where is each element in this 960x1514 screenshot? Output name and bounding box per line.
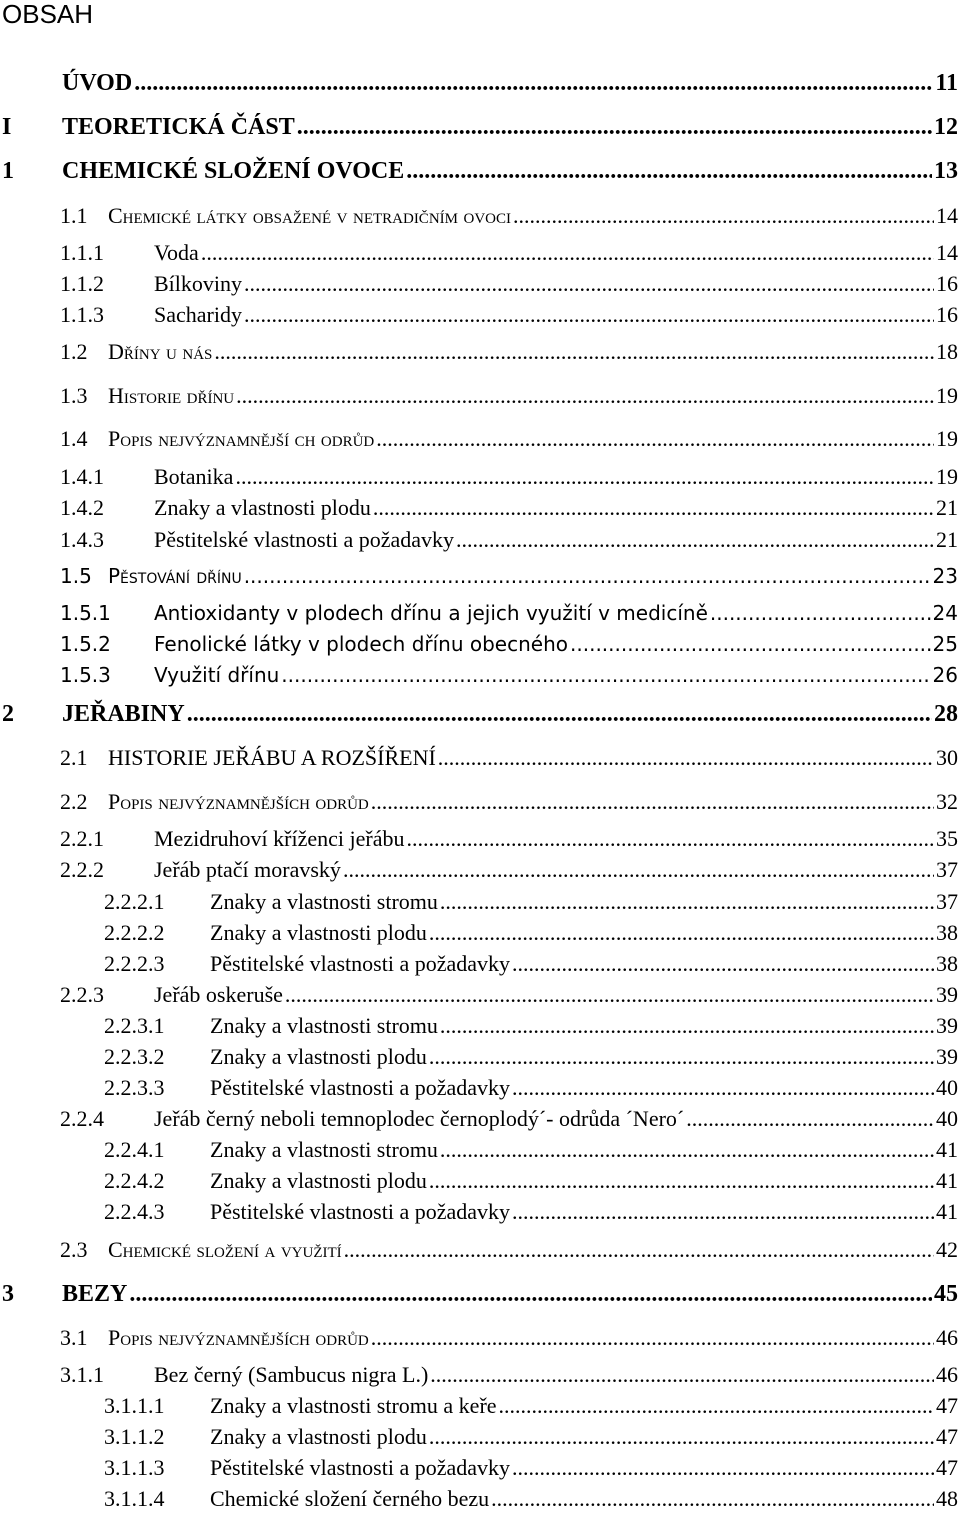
toc-entry-page: 12: [934, 114, 958, 140]
toc-entry-page: 32: [936, 789, 958, 814]
toc-entry-title: Chemické složení a využití: [108, 1237, 342, 1262]
toc-entry-page: 25: [932, 632, 958, 656]
toc-entry[interactable]: [0, 1137, 960, 1165]
toc-entry-number: 2.2.2.3: [104, 951, 165, 976]
toc-entry-number: 1.5.1: [60, 601, 111, 625]
toc-entry[interactable]: [0, 1362, 960, 1390]
toc-entry-page: 24: [932, 601, 958, 625]
toc-entry-page: 48: [936, 1486, 958, 1511]
toc-entry-number: 2.2.4.3: [104, 1199, 165, 1224]
toc-entry-number: 2.2.3: [60, 982, 104, 1007]
toc-entry-title: Popis nejvýznamnějších odrůd: [108, 789, 369, 814]
toc-entry[interactable]: [0, 982, 960, 1010]
toc-entry-number: 3.1.1.1: [104, 1393, 165, 1418]
toc-entry-title: Znaky a vlastnosti plodu: [210, 920, 427, 945]
toc-entry-leader: [430, 1362, 934, 1388]
document-title: OBSAH: [2, 0, 94, 29]
toc-entry[interactable]: [0, 383, 960, 411]
toc-entry[interactable]: [0, 426, 960, 454]
toc-entry-leader: [343, 857, 934, 883]
toc-entry-page: 45: [934, 1281, 958, 1307]
toc-entry-number: 2.3: [60, 1237, 88, 1262]
toc-entry-leader: [440, 889, 934, 915]
toc-entry-number: 1.4.3: [60, 527, 104, 552]
toc-entry-title: Znaky a vlastnosti stromu: [210, 889, 438, 914]
toc-entry[interactable]: [0, 663, 960, 691]
toc-entry-leader: [429, 1424, 934, 1450]
toc-entry-leader: [235, 464, 934, 490]
toc-entry-page: 26: [932, 663, 958, 687]
toc-entry[interactable]: [0, 951, 960, 979]
toc-entry[interactable]: [0, 271, 960, 299]
toc-entry-leader: [281, 663, 930, 687]
toc-entry-page: 16: [936, 271, 958, 296]
toc-entry-title: Znaky a vlastnosti plodu: [210, 1424, 427, 1449]
toc-entry-number: 2.2.4.2: [104, 1168, 165, 1193]
toc-entry-title: Jeřáb ptačí moravský: [154, 857, 341, 882]
toc-entry-title: Popis nejvýznamnější ch odrůd: [108, 426, 375, 451]
toc-entry-title: Mezidruhoví kříženci jeřábu: [154, 826, 405, 851]
toc-entry-number: 1.1.2: [60, 271, 104, 296]
toc-entry-leader: [513, 203, 934, 229]
toc-entry-leader: [406, 158, 932, 185]
toc-entry-leader: [440, 1013, 934, 1039]
toc-entry-number: 1.4: [60, 426, 88, 451]
toc-entry-leader: [214, 339, 934, 365]
toc-entry-title: Antioxidanty v plodech dřínu a jejich využití v medicíně: [154, 601, 708, 625]
toc-entry-title: Fenolické látky v plodech dřínu obecného: [154, 632, 569, 656]
toc-entry-title: Využití dřínu: [154, 663, 280, 687]
toc-entry-title: Botanika: [154, 464, 234, 489]
toc-entry-page: 38: [936, 951, 958, 976]
toc-entry-page: 14: [936, 240, 958, 265]
toc-entry[interactable]: [0, 1455, 960, 1483]
toc-entry[interactable]: [0, 1199, 960, 1227]
toc-entry[interactable]: [0, 632, 960, 660]
toc-entry-number: 2.2.4.1: [104, 1137, 165, 1162]
toc-entry-number: 2.2.3.1: [104, 1013, 165, 1038]
toc-entry-page: 13: [934, 158, 958, 184]
toc-entry-page: 37: [936, 857, 958, 882]
toc-entry-page: 40: [936, 1075, 958, 1100]
toc-entry-title: Jeřáb oskeruše: [154, 982, 283, 1007]
toc-entry[interactable]: [0, 114, 960, 142]
toc-entry[interactable]: [0, 1281, 960, 1309]
toc-entry[interactable]: [0, 495, 960, 523]
toc-entry-page: 11: [935, 70, 958, 96]
toc-entry-page: 42: [936, 1237, 958, 1262]
toc-entry-leader: [429, 1168, 934, 1194]
toc-entry-title: Historie dřínu: [108, 383, 235, 408]
toc-entry-title: Znaky a vlastnosti plodu: [210, 1044, 427, 1069]
toc-entry-title: BEZY: [62, 1281, 128, 1307]
toc-entry-number: 1.4.1: [60, 464, 104, 489]
toc-entry-title: TEORETICKÁ ČÁST: [62, 114, 295, 140]
toc-entry-number: 2.2: [60, 789, 88, 814]
toc-entry-page: 41: [936, 1168, 958, 1193]
toc-entry-leader: [244, 564, 931, 588]
toc-entry-leader: [376, 426, 934, 452]
toc-entry[interactable]: [0, 302, 960, 330]
toc-entry-page: 28: [934, 701, 958, 727]
toc-entry-page: 35: [936, 826, 958, 851]
toc-entry-title: Znaky a vlastnosti plodu: [210, 1168, 427, 1193]
toc-entry-page: 19: [936, 464, 958, 489]
toc-entry-title: Popis nejvýznamnějších odrůd: [108, 1325, 369, 1350]
toc-entry-page: 19: [936, 426, 958, 451]
toc-entry-number: 3.1: [60, 1325, 88, 1350]
toc-entry-number: 3.1.1.4: [104, 1486, 165, 1511]
toc-entry[interactable]: [0, 1044, 960, 1072]
toc-entry-page: 39: [936, 982, 958, 1007]
toc-entry-leader: [129, 1281, 932, 1308]
toc-entry-title: Znaky a vlastnosti stromu: [210, 1137, 438, 1162]
toc-entry-page: 46: [936, 1362, 958, 1387]
toc-entry[interactable]: [0, 564, 960, 592]
toc-entry-leader: [406, 826, 934, 852]
toc-entry[interactable]: [0, 1168, 960, 1196]
toc-entry-leader: [244, 302, 934, 328]
toc-entry-number: 1.1.1: [60, 240, 104, 265]
toc-entry[interactable]: [0, 1106, 960, 1134]
toc-entry-leader: [244, 271, 934, 297]
toc-entry[interactable]: [0, 1075, 960, 1103]
toc-entry[interactable]: [0, 789, 960, 817]
toc-entry-leader: [512, 1199, 934, 1225]
toc-entry[interactable]: [0, 70, 960, 98]
toc-entry-number: 1.5: [60, 564, 92, 588]
toc-entry-number: 1.2: [60, 339, 88, 364]
toc-entry[interactable]: [0, 745, 960, 773]
toc-entry-title: Sacharidy: [154, 302, 242, 327]
toc-entry-page: 21: [936, 527, 958, 552]
toc-entry-title: Znaky a vlastnosti stromu: [210, 1013, 438, 1038]
toc-entry-number: 1: [2, 158, 14, 184]
toc-entry-number: 1.1.3: [60, 302, 104, 327]
toc-entry-leader: [373, 495, 934, 521]
toc-entry-leader: [456, 527, 934, 553]
toc-entry-page: 47: [936, 1455, 958, 1480]
toc-entry-page: 39: [936, 1044, 958, 1069]
toc-entry-number: 2.2.2.2: [104, 920, 165, 945]
toc-entry-number: 2.2.4: [60, 1106, 104, 1131]
toc-entry-page: 40: [936, 1106, 958, 1131]
toc-entry-leader: [187, 701, 932, 728]
toc-entry-leader: [512, 1455, 934, 1481]
toc-entry-title: Pěstitelské vlastnosti a požadavky: [210, 1455, 510, 1480]
toc-entry-title: Znaky a vlastnosti stromu a keře: [210, 1393, 497, 1418]
toc-entry-page: 30: [936, 745, 958, 770]
toc-entry-leader: [512, 951, 934, 977]
toc-entry[interactable]: [0, 1237, 960, 1265]
toc-entry-title: JEŘABINY: [62, 701, 185, 727]
toc-entry[interactable]: [0, 1013, 960, 1041]
toc-entry[interactable]: [0, 158, 960, 186]
toc-entry-number: I: [2, 114, 12, 140]
toc-entry-page: 16: [936, 302, 958, 327]
toc-entry-page: 38: [936, 920, 958, 945]
toc-entry-title: Pěstování dřínu: [108, 564, 242, 588]
toc-entry[interactable]: [0, 527, 960, 555]
toc-entry-page: 21: [936, 495, 958, 520]
toc-entry-leader: [438, 745, 934, 771]
toc-entry-page: 47: [936, 1393, 958, 1418]
toc-entry-title: HISTORIE JEŘÁBU A ROZŠÍŘENÍ: [108, 745, 436, 770]
toc-entry-number: 1.3: [60, 383, 88, 408]
toc-entry[interactable]: [0, 203, 960, 231]
toc-entry-leader: [429, 1044, 934, 1070]
toc-entry-title: Bílkoviny: [154, 271, 243, 296]
toc-entry[interactable]: [0, 826, 960, 854]
toc-entry-number: 3.1.1: [60, 1362, 104, 1387]
toc-entry-number: 1.5.3: [60, 663, 111, 687]
toc-entry[interactable]: [0, 920, 960, 948]
toc-entry-page: 19: [936, 383, 958, 408]
toc-entry-title: Pěstitelské vlastnosti a požadavky: [210, 951, 510, 976]
toc-entry[interactable]: [0, 339, 960, 367]
toc-entry[interactable]: [0, 1393, 960, 1421]
toc-entry[interactable]: [0, 889, 960, 917]
toc-entry-number: 2.1: [60, 745, 88, 770]
toc-entry-leader: [686, 1106, 934, 1132]
toc-entry-leader: [201, 240, 934, 266]
toc-entry-leader: [429, 920, 934, 946]
toc-entry-number: 1.5.2: [60, 632, 111, 656]
toc-entry-title: Bez černý (Sambucus nigra L.): [154, 1362, 429, 1387]
toc-entry[interactable]: [0, 464, 960, 492]
toc-entry-page: 23: [932, 564, 958, 588]
toc-entry-number: 3: [2, 1281, 14, 1307]
toc-entry-page: 47: [936, 1424, 958, 1449]
toc-entry-page: 46: [936, 1325, 958, 1350]
toc-entry-number: 3.1.1.3: [104, 1455, 165, 1480]
toc-entry-leader: [491, 1486, 934, 1512]
toc-entry[interactable]: [0, 1486, 960, 1514]
toc-entry-leader: [236, 383, 934, 409]
toc-entry-leader: [297, 114, 932, 141]
toc-entry-page: 39: [936, 1013, 958, 1038]
toc-entry-number: 1.1: [60, 203, 88, 228]
toc-entry[interactable]: [0, 240, 960, 268]
toc-entry-page: 37: [936, 889, 958, 914]
toc-entry-title: CHEMICKÉ SLOŽENÍ OVOCE: [62, 158, 405, 184]
toc-entry-leader: [134, 70, 933, 97]
toc-entry-title: Znaky a vlastnosti plodu: [154, 495, 371, 520]
toc-entry[interactable]: [0, 701, 960, 729]
toc-entry-number: 2.2.2.1: [104, 889, 165, 914]
toc-entry-number: 2.2.3.2: [104, 1044, 165, 1069]
toc-entry-title: Voda: [154, 240, 199, 265]
toc-entry-number: 2.2.2: [60, 857, 104, 882]
toc-entry-page: 41: [936, 1199, 958, 1224]
toc-entry-leader: [440, 1137, 934, 1163]
toc-entry-number: 2.2.3.3: [104, 1075, 165, 1100]
toc-entry-number: 3.1.1.2: [104, 1424, 165, 1449]
toc-entry-leader: [499, 1393, 934, 1419]
toc-entry[interactable]: [0, 601, 960, 629]
toc-entry-number: 2: [2, 701, 14, 727]
toc-entry-title: Pěstitelské vlastnosti a požadavky: [210, 1075, 510, 1100]
toc-entry-leader: [570, 632, 931, 656]
toc-entry-title: Chemické složení černého bezu: [210, 1486, 490, 1511]
toc-entry-title: Pěstitelské vlastnosti a požadavky: [154, 527, 454, 552]
toc-entry-leader: [285, 982, 934, 1008]
toc-entry-title: Dříny u nás: [108, 339, 213, 364]
toc-entry-number: 1.4.2: [60, 495, 104, 520]
toc-entry-title: Jeřáb černý neboli temnoplodec černoplodý´- odrůda ´Nero´: [154, 1106, 685, 1131]
toc-entry-page: 14: [936, 203, 958, 228]
toc-entry-page: 41: [936, 1137, 958, 1162]
toc-entry-leader: [371, 789, 934, 815]
toc-entry-page: 18: [936, 339, 958, 364]
toc-entry-title: ÚVOD: [62, 70, 133, 96]
toc-entry[interactable]: [0, 857, 960, 885]
toc-entry[interactable]: [0, 1424, 960, 1452]
toc-entry-number: 2.2.1: [60, 826, 104, 851]
toc-entry-leader: [371, 1325, 934, 1351]
toc-entry-leader: [710, 601, 931, 625]
toc-entry-title: Chemické látky obsažené v netradičním ovoci: [108, 203, 511, 228]
toc-entry-leader: [344, 1237, 934, 1263]
toc-entry-leader: [512, 1075, 934, 1101]
toc-entry[interactable]: [0, 1325, 960, 1353]
toc-entry-title: Pěstitelské vlastnosti a požadavky: [210, 1199, 510, 1224]
